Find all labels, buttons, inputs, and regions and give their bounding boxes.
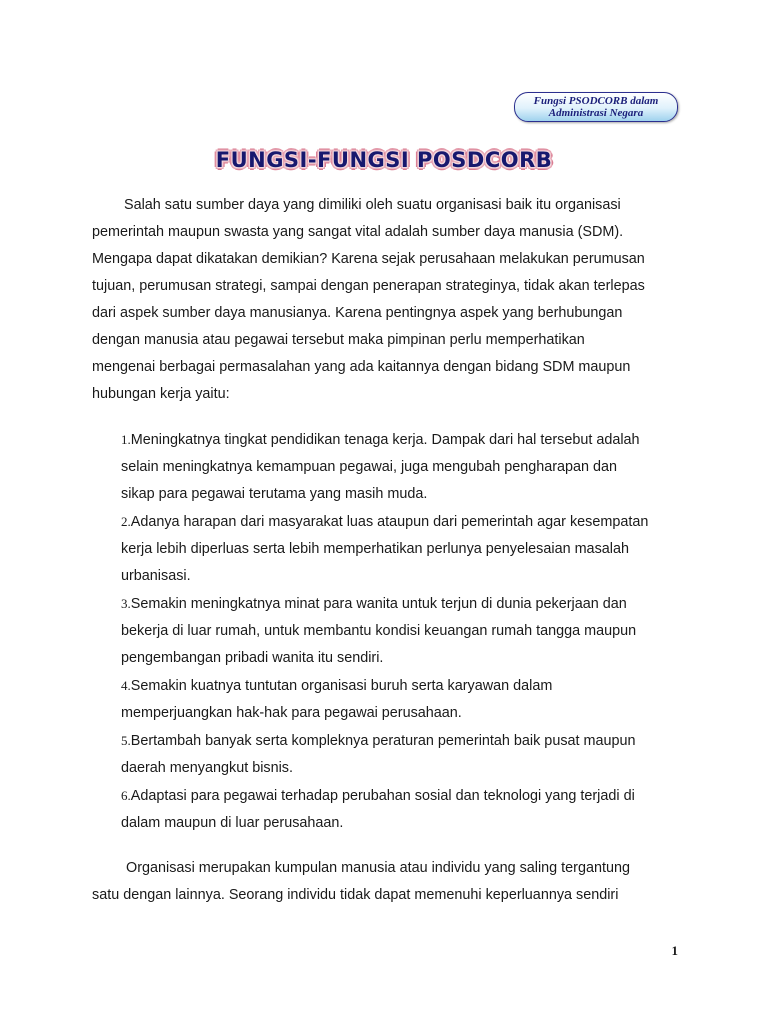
intro-line: dengan manusia atau pegawai tersebut maka pimpinan perlu memperhatikan (92, 332, 585, 348)
header-badge-line-1: Fungsi PSODCORB dalam (533, 95, 659, 107)
intro-paragraph (92, 192, 692, 408)
document-body (92, 192, 692, 909)
document-title-text: FUNGSI-FUNGSI POSDCORB (215, 148, 553, 172)
list-item (121, 782, 692, 837)
intro-line: mengenai berbagai permasalahan yang ada kaitannya dengan bidang SDM maupun (92, 359, 631, 375)
list-item-text: Adaptasi para pegawai terhadap perubahan sosial dan teknologi yang terjadi di (130, 788, 635, 804)
list-item-number: 2. (121, 514, 131, 529)
list-item (121, 590, 692, 672)
list-item-text: urbanisasi. (121, 568, 191, 584)
list-item-text: Meningkatnya tingkat pendidikan tenaga kerja. Dampak dari hal tersebut adalah (130, 432, 640, 448)
list-item (121, 426, 692, 508)
list-item-text: Adanya harapan dari masyarakat luas ataupun dari pemerintah agar kesempatan (130, 514, 649, 530)
list-item-text: selain meningkatnya kemampuan pegawai, juga mengubah pengharapan dan (121, 459, 618, 475)
closing-line: satu dengan lainnya. Seorang individu tidak dapat memenuhi keperluannya sendiri (92, 887, 619, 903)
header-badge (514, 92, 678, 122)
intro-line: tujuan, perumusan strategi, sampai dengan penerapan strateginya, tidak akan terlepas (92, 278, 645, 294)
list-item-number: 5. (121, 733, 131, 748)
list-item-text: Semakin kuatnya tuntutan organisasi buruh serta karyawan dalam (130, 678, 553, 694)
intro-line: hubungan kerja yaitu: (92, 386, 230, 402)
list-item-number: 1. (121, 432, 131, 447)
intro-line: dari aspek sumber daya manusianya. Karena pentingnya aspek yang berhubungan (92, 305, 623, 321)
intro-line: Salah satu sumber daya yang dimiliki oleh suatu organisasi baik itu organisasi (124, 197, 621, 213)
list-item (121, 672, 692, 727)
closing-line: Organisasi merupakan kumpulan manusia atau individu yang saling tergantung (126, 860, 630, 876)
page-number: 1 (671, 943, 678, 958)
list-item-text: daerah menyangkut bisnis. (121, 760, 293, 776)
list-item (121, 727, 692, 782)
list-item-number: 4. (121, 678, 131, 693)
list-item-text: Bertambah banyak serta kompleknya peraturan pemerintah baik pusat maupun (130, 733, 636, 749)
list-item-text: Semakin meningkatnya minat para wanita untuk terjun di dunia pekerjaan dan (130, 596, 627, 612)
document-title (0, 146, 768, 174)
closing-paragraph (92, 855, 692, 909)
list-item-text: bekerja di luar rumah, untuk membantu kondisi keuangan rumah tangga maupun (121, 623, 637, 639)
header-badge-line-2: Administrasi Negara (548, 107, 644, 119)
list-item-text: kerja lebih diperluas serta lebih memperhatikan perlunya penyelesaian masalah (121, 541, 629, 557)
list-item-number: 6. (121, 788, 131, 803)
list-item-number: 3. (121, 596, 131, 611)
list-item (121, 508, 692, 590)
list-item-text: sikap para pegawai terutama yang masih muda. (121, 486, 428, 502)
list-item-text: dalam maupun di luar perusahaan. (121, 815, 344, 831)
list-item-text: memperjuangkan hak-hak para pegawai perusahaan. (121, 705, 462, 721)
intro-line: Mengapa dapat dikatakan demikian? Karena sejak perusahaan melakukan perumusan (92, 251, 645, 267)
issues-list (92, 426, 692, 837)
intro-line: pemerintah maupun swasta yang sangat vital adalah sumber daya manusia (SDM). (92, 224, 624, 240)
list-item-text: pengembangan pribadi wanita itu sendiri. (121, 650, 384, 666)
